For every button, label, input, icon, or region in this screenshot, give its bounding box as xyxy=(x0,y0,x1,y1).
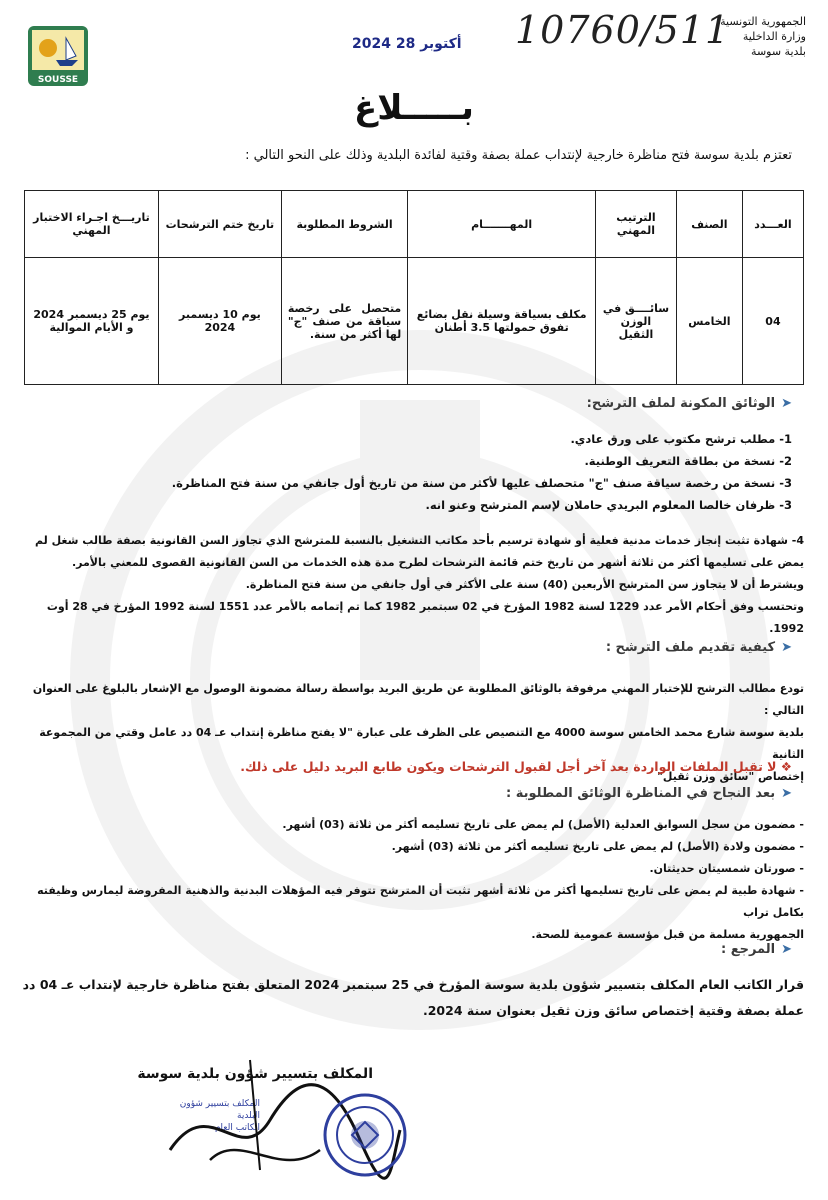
table-header-row xyxy=(25,191,804,258)
cell-deadline: يوم 10 ديسمبر 2024 xyxy=(158,258,281,385)
list-item: - مضمون ولادة (الأصل) لم يمض على تاريخ تسليمه أكثر من ثلاثة (03) أشهر. xyxy=(391,840,804,853)
col-count: العـــدد xyxy=(742,191,803,258)
list-item: - شهادة طبية لم يمض على تاريخ تسليمها أكثر من ثلاثة أشهر تثبت أن المترشح تتوفر فيه المؤهلات البدنية والذهنية المفروضة ليمارس وظيفته بكامل تراب xyxy=(37,884,804,919)
round-seal-stamp xyxy=(322,1092,408,1178)
date-day: 28 xyxy=(395,36,416,52)
submission-line: بلدية سوسة شارع محمد الخامس سوسة 4000 مع التنصيص على الظرف على عبارة "لا يفتح مناظرة إنتداب عـ 04 دد عامل وقتي من المجموعة الثانية xyxy=(39,726,804,761)
reference-line: قرار الكاتب العام المكلف بتسيير شؤون بلدية سوسة المؤرخ في 25 سبتمبر 2024 المتعلق بفتح مناظرة خارجية لإنتداب عـ 04 دد xyxy=(22,977,804,992)
col-conditions: الشروط المطلوبة xyxy=(281,191,407,258)
submission-heading: ➤كيفية تقديم ملف الترشح : xyxy=(605,640,792,655)
documents-list xyxy=(32,428,792,516)
check-arrow-icon: ➤ xyxy=(781,396,792,411)
submission-line: تودع مطالب الترشح للإختبار المهني مرفوقة بالوثائق المطلوبة عن طريق البريد بواسطة رسالة مضمونة الوصول مع الإشعار بالبلوغ على العنوان التالي : xyxy=(32,682,804,717)
col-exam-date: تاريـــخ اجـراء الاختبار المهني xyxy=(25,191,159,258)
list-item: 1- مطلب ترشح مكتوب على ورق عادي. xyxy=(570,432,792,446)
reference-number: 10760/511 xyxy=(515,8,731,52)
republic-label: الجمهورية التونسية xyxy=(720,15,806,28)
documents-list-cont xyxy=(19,530,804,640)
check-arrow-icon: ➤ xyxy=(781,640,792,655)
list-item: 3- ظرفان خالصا المعلوم البريدي حاملان لإسم المترشح وعنو انه. xyxy=(425,498,792,512)
col-grade: الترتيب المهني xyxy=(596,191,677,258)
check-arrow-icon: ➤ xyxy=(781,942,792,957)
positions-table xyxy=(24,190,804,385)
after-success-heading: ➤بعد النجاح في المناظرة الوثائق المطلوبة : xyxy=(506,786,792,801)
documents-heading: ➤الوثائق المكونة لملف الترشح: xyxy=(586,396,792,411)
cell-tasks: مكلف بسياقة وسيلة نقل بضائع تفوق حمولتها 3.5 أطنان xyxy=(408,258,596,385)
list-item: 3- نسخة من رخصة سياقة صنف "ج" متحصلف عليها لأكثر من سنة من تاريخ أول جانفي من سنة فتح المناظرة. xyxy=(171,476,792,490)
warning-notice: ❖ لا تقبل الملفات الواردة بعد آخر أجل لقبول الترشحات ويكون طابع البريد دليل على ذلك. xyxy=(240,759,792,774)
after-success-list xyxy=(19,814,804,946)
cell-exam-date: يوم 25 ديسمبر 2024 و الأيام الموالية xyxy=(25,258,159,385)
list-item: - صورتان شمسيتان حديثتان. xyxy=(649,862,804,875)
col-tasks: المهـــــــام xyxy=(408,191,596,258)
page-title: بـــــلاغ xyxy=(354,88,474,128)
intro-text: تعتزم بلدية سوسة فتح مناظرة خارجية لإنتداب عملة بصفة وقتية لفائدة البلدية وذلك على النحو التالي : xyxy=(245,148,792,163)
date-stamp xyxy=(352,36,462,52)
reference-line: عملة بصفة وقتية إختصاص سائق وزن ثقيل بعنوان سنة 2024. xyxy=(422,1003,804,1018)
list-item: الجمهورية مسلمة من قبل مؤسسة عمومية للصحة. xyxy=(531,928,804,941)
list-item: ويشترط أن لا يتجاوز سن المترشح الأربعين (40) سنة على الأكثر في أول جانفي من سنة فتح المناظرة. xyxy=(245,578,804,591)
list-item: 2- نسخة من بطاقة التعريف الوطنية. xyxy=(584,454,792,468)
cell-category: الخامس xyxy=(676,258,742,385)
submission-line: إختصاص "سائق وزن ثقيل" xyxy=(657,770,804,783)
table-row xyxy=(25,258,804,385)
list-item: وتحتسب وفق أحكام الأمر عدد 1229 لسنة 1982 المؤرخ في 02 سبتمبر 1982 كما تم إتمامه بالأمر عدد 1551 لسنة 1992 المؤرخ في 28 أوت 1992. xyxy=(46,600,804,635)
col-category: الصنف xyxy=(676,191,742,258)
municipality-logo xyxy=(26,24,90,88)
check-arrow-icon: ➤ xyxy=(781,786,792,801)
ministry-label: وزارة الداخلية xyxy=(742,30,806,43)
cell-count: 04 xyxy=(742,258,803,385)
date-year: 2024 xyxy=(352,36,391,52)
logo-text: SOUSSE xyxy=(37,75,79,85)
list-item: يمض على تسليمها أكثر من ثلاثة أشهر من تاريخ ختم قائمة الترشحات لطرح مدة هذه الخدمات من السن القانونية القصوى للمعني بالأمر. xyxy=(71,556,804,569)
municipality-label: بلدية سوسة xyxy=(751,45,806,58)
cell-grade: سائــــق في الوزن الثقيل xyxy=(596,258,677,385)
official-stamp-text: المكلف بتسيير شؤون البلدية الكاتب العام xyxy=(179,1099,260,1133)
reference-heading: ➤المرجع : xyxy=(720,942,792,957)
list-item: 4- شهادة تثبت إنجاز خدمات مدنية فعلية أو شهادة ترسيم بأحد مكاتب التشغيل بالنسبة للمترشح الذي تجاوز السن القانونية بصفة طالب شغل لم xyxy=(35,534,804,547)
cell-conditions: متحصل على رخصة سياقة من صنف "ج" لها أكثر من سنة. xyxy=(281,258,407,385)
col-deadline: تاريخ ختم الترشحات xyxy=(158,191,281,258)
list-item: - مضمون من سجل السوابق العدلية (الأصل) لم يمض على تاريخ تسليمه أكثر من ثلاثة (03) أشهر. xyxy=(282,818,804,831)
date-month: أكتوبر xyxy=(420,36,462,52)
diamond-icon: ❖ xyxy=(776,759,792,774)
signatory-title: المكلف بتسيير شؤون بلدية سوسة xyxy=(137,1066,373,1082)
reference-text xyxy=(19,972,804,1024)
